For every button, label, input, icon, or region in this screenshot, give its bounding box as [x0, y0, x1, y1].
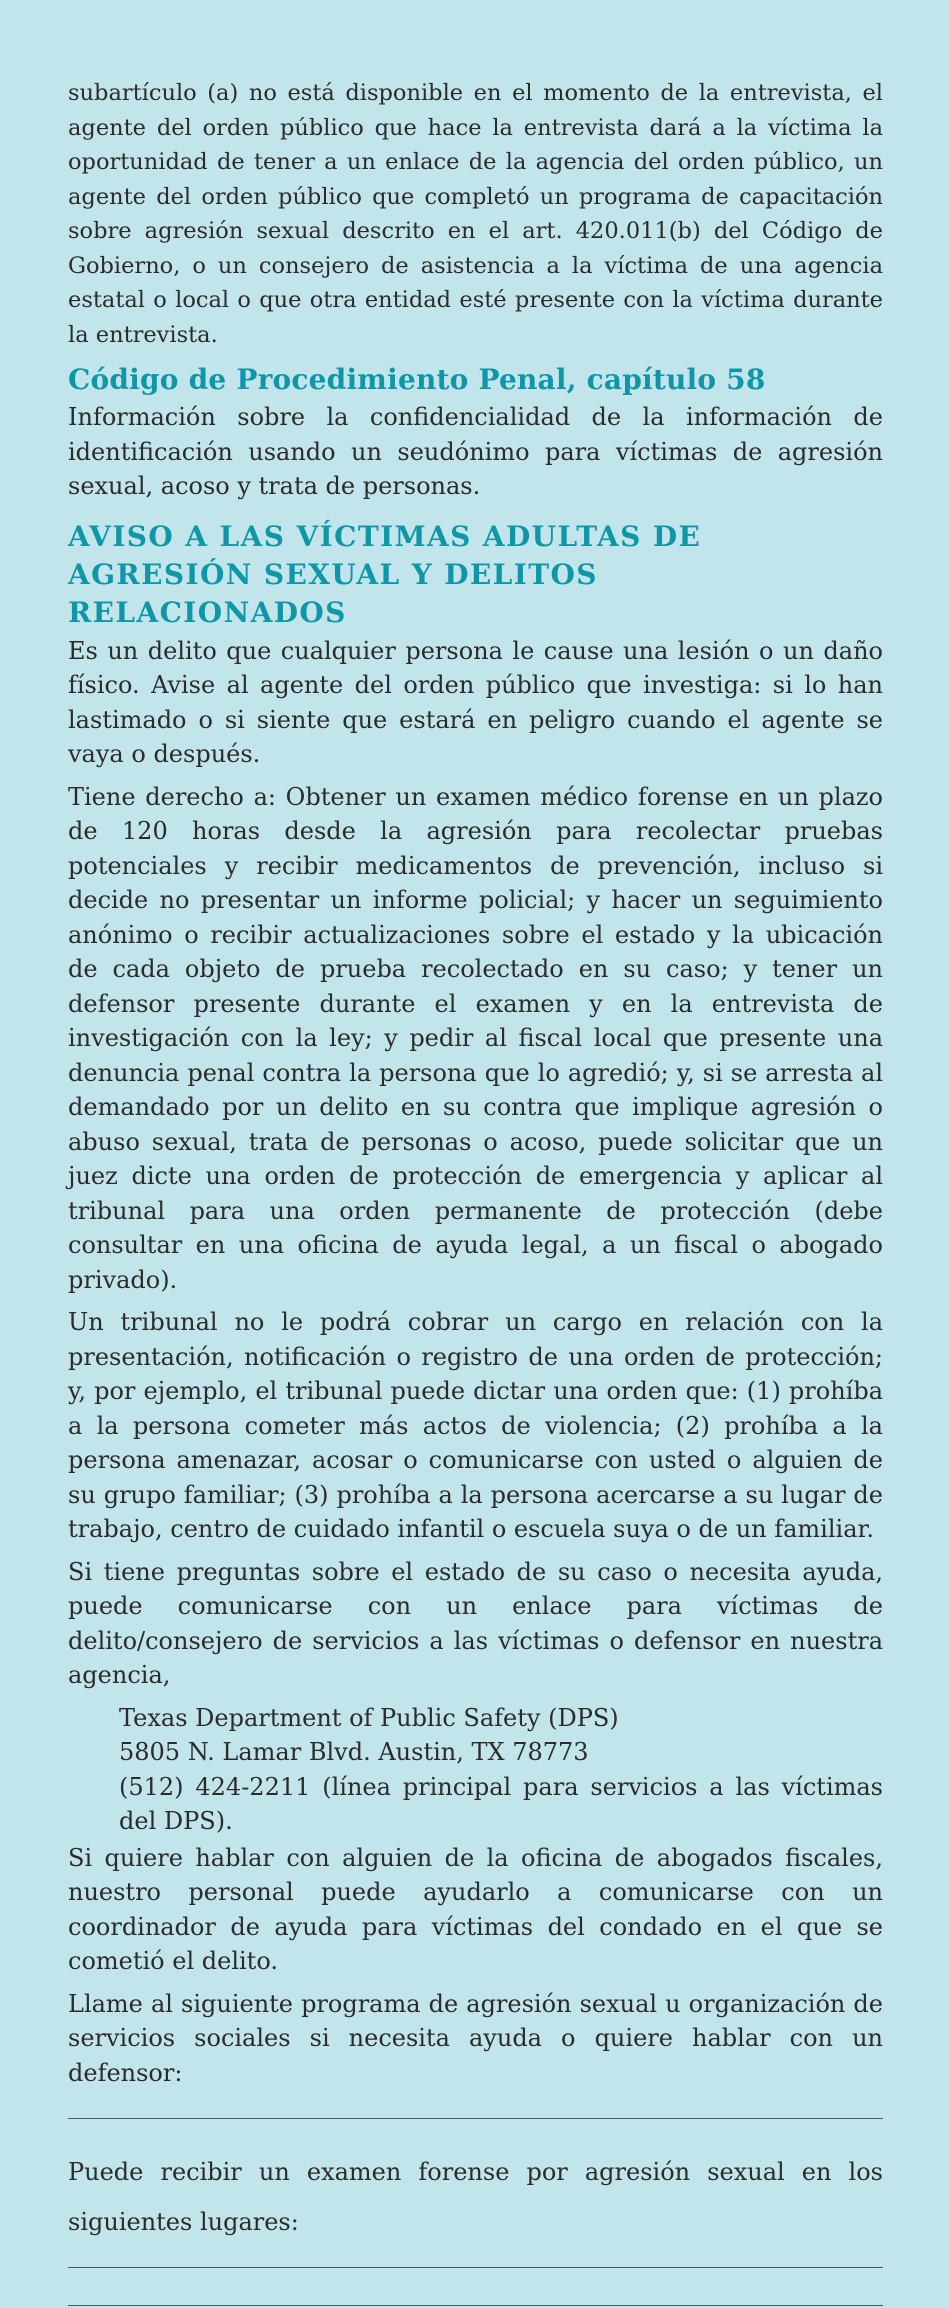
- ccp-body: Información sobre la confidencialidad de la información de identificación usando un seudónimo para víctimas de agresión sexual, acoso y trata de personas.: [68, 403, 883, 500]
- ccp-heading: Código de Procedimiento Penal, capítulo 58: [68, 363, 766, 396]
- notice-paragraph-contact: Si tiene preguntas sobre el estado de su caso o necesita ayuda, puede comunicarse con un enlace para víctimas de delito/consejero de servicios a las víctimas o defensor en nuestra agencia,: [68, 1557, 883, 1689]
- intro-paragraph: subartículo (a) no está disponible en el momento de la entrevista, el agente del orden público que hace la entrevista dará a la víctima la oportunidad de tener a un enlace de la agencia del orden público, un agente del orden público que completó un programa de capacitación sobre agresión sexual descrito en el art. 420.011(b) del Código de Gobierno, o un consejero de asistencia a la víctima de una agencia estatal o local o que otra entidad esté presente con la víctima durante la entrevista.: [68, 80, 883, 348]
- fill-in-line-location-1[interactable]: [68, 2267, 883, 2268]
- forensic-locations-text: Puede recibir un examen forense por agresión sexual en los siguientes lugares:: [68, 2158, 883, 2236]
- notice-paragraph-rights: Tiene derecho a: Obtener un examen médico forense en un plazo de 120 horas desde la agresión para recolectar pruebas potenciales y recibir medicamentos de prevención, incluso si decide no presentar un informe policial; y hacer un seguimiento anónimo o recibir actualizaciones sobre el estado y la ubicación de cada objeto de prueba recolectado en su caso; y tener un defensor presente durante el examen y en la entrevista de investigación con la ley; y pedir al fiscal local que presente una denuncia penal contra la persona que lo agredió; y, si se arresta al demandado por un delito en su contra que implique agresión o abuso sexual, trata de personas o acoso, puede solicitar que un juez dicte una orden de protección de emergencia y aplicar al tribunal para una orden permanente de protección (debe consultar en una oficina de ayuda legal, a un fiscal o abogado privado).: [68, 782, 883, 1294]
- agency-phone: (512) 424-2211 (línea principal para servicios a las víctimas del DPS).: [119, 1772, 883, 1835]
- notice-paragraph-protection-order: Un tribunal no le podrá cobrar un cargo en relación con la presentación, notificación o registro de una orden de protección; y, por ejemplo, el tribunal puede dictar una orden que: (1) prohíba a la persona cometer más actos de violencia; (2) prohíba a la persona amenazar, acosar o comunicarse con usted o alguien de su grupo familiar; (3) prohíba a la persona acercarse a su lugar de trabajo, centro de cuidado infantil o escuela suya o de un familiar.: [68, 1308, 883, 1543]
- notice-heading: AVISO A LAS VÍCTIMAS ADULTAS DE AGRESIÓN SEXUAL Y DELITOS RELACIONADOS: [68, 519, 702, 629]
- call-program-paragraph: Llame al siguiente programa de agresión sexual u organización de servicios sociales si necesita ayuda o quiere hablar con un defensor:: [68, 1989, 883, 2087]
- agency-name: Texas Department of Public Safety (DPS): [119, 1703, 619, 1732]
- notice-paragraph-injury: Es un delito que cualquier persona le cause una lesión o un daño físico. Avise al agente del orden público que investiga: si lo han lastimado o si siente que estará en peligro cuando el agente se vaya o después.: [68, 636, 883, 768]
- agency-address: [119, 1701, 883, 1839]
- fill-in-line-location-2[interactable]: [68, 2305, 883, 2306]
- fill-in-line-program[interactable]: [68, 2118, 883, 2119]
- agency-street: 5805 N. Lamar Blvd. Austin, TX 78773: [119, 1738, 589, 1766]
- prosecutor-paragraph: Si quiere hablar con alguien de la oficina de abogados fiscales, nuestro personal puede ayudarlo a comunicarse con un coordinador de ayuda para víctimas del condado en el que se cometió el delito.: [68, 1843, 883, 1975]
